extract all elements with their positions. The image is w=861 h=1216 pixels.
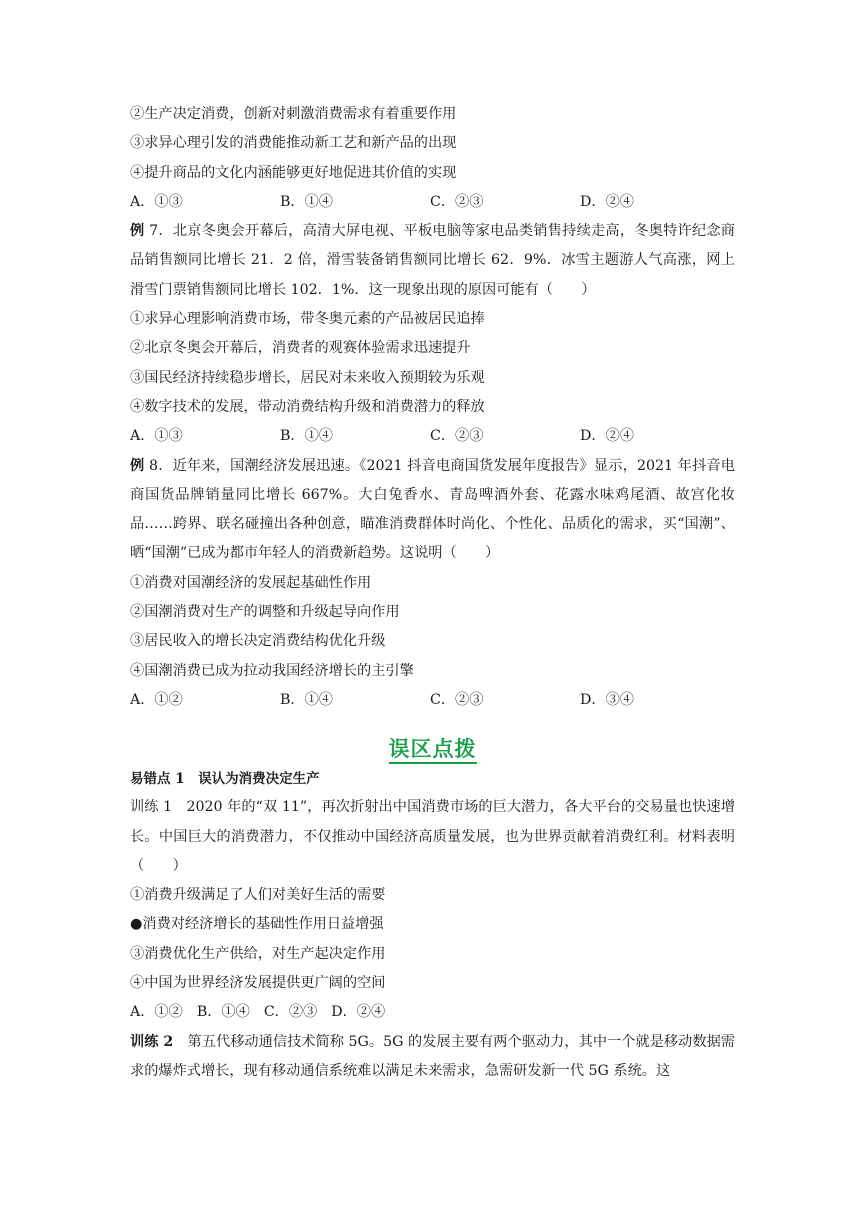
q8-option-2: ②国潮消费对生产的调整和升级起导向作用: [130, 604, 400, 621]
train1-option-4: ④中国为世界经济发展提供更广阔的空间: [130, 975, 386, 992]
choice-d: D．②④: [580, 193, 634, 210]
train1-label: 训练 1: [130, 799, 173, 816]
q6-choices: [130, 188, 735, 217]
train1-text: 2020 年的“双 11”，再次折射出中国消费市场的巨大潜力，各大平台的交易量也快速增长。中国巨大的消费潜力，不仅推动中国经济高质量发展，也为世界贡献着消费红利。材料表明（ ）: [130, 799, 735, 874]
error-point-1: [130, 765, 735, 793]
q7-option-3: ③国民经济持续稳步增长，居民对未来收入预期较为乐观: [130, 369, 485, 386]
q8-option-1: ①消费对国潮经济的发展起基础性作用: [130, 574, 372, 591]
error-point-text: 误认为消费决定生产: [184, 771, 320, 788]
q8-choices: [130, 686, 735, 715]
q7-label: 例: [130, 223, 145, 240]
choice-b: B．①④: [196, 1004, 250, 1021]
q6-option-3: ③求异心理引发的消费能推动新工艺和新产品的出现: [130, 135, 457, 152]
q7-option-1: ①求异心理影响消费市场，带冬奥元素的产品被居民追捧: [130, 311, 485, 328]
q7-option-2: ②北京冬奥会开幕后，消费者的观赛体验需求迅速提升: [130, 340, 471, 357]
q7-option-4: ④数字技术的发展，带动消费结构升级和消费潜力的释放: [130, 398, 485, 415]
train2-text: 第五代移动通信技术简称 5G。5G 的发展主要有两个驱动力，其中一个就是移动数据需求的爆炸式增长，现有移动通信系统难以满足未来需求，急需研发新一代 5G 系统。这: [130, 1033, 735, 1079]
choice-c: C．②③: [430, 193, 484, 210]
train1-option-3: ③消费优化生产供给，对生产起决定作用: [130, 945, 386, 962]
choice-a: A．①②: [130, 691, 183, 708]
choice-b: B．①④: [280, 193, 333, 210]
train1-option-2: ●消费对经济增长的基础性作用日益增强: [130, 916, 384, 933]
choice-d: D．②④: [580, 428, 634, 445]
document-page: [130, 100, 735, 1086]
train2-stem: [130, 1028, 735, 1087]
choice-c: C．②③: [263, 1004, 318, 1021]
q8-stem: [130, 452, 735, 569]
choice-b: B．①④: [280, 691, 333, 708]
choice-d: D．③④: [580, 691, 634, 708]
q7-text: 7．北京冬奥会开幕后，高清大屏电视、平板电脑等家电品类销售持续走高，冬奥特许纪念商品销售额同比增长 21．2 倍，滑雪装备销售额同比增长 62．9%．冰雪主题游人气高涨，网上滑雪门票销售额同比增长 102．1%．这一现象出现的原因可能有（ ）: [130, 223, 735, 298]
q8-label: 例: [130, 457, 145, 474]
q6-option-4: ④提升商品的文化内涵能够更好地促进其价值的实现: [130, 164, 457, 181]
q7-stem: [130, 217, 735, 305]
q8-option-3: ③居民收入的增长决定消费结构优化升级: [130, 633, 386, 650]
q8-text: 8．近年来，国潮经济发展迅速。《2021 抖音电商国货发展年度报告》显示，2021 年抖音电商国货品牌销量同比增长 667%。大白兔香水、青岛啤酒外套、花露水味鸡尾酒、故宫化妆品……跨界、联名碰撞出各种创意，瞄准消费群体时尚化、个性化、品质化的需求，买“国潮”、晒“国潮”已成为都市年轻人的消费新趋势。这说明（ ）: [130, 457, 735, 562]
error-point-label: 易错点 1: [130, 771, 185, 788]
section-heading: [130, 733, 735, 763]
choice-c: C．②③: [430, 428, 484, 445]
train1-choices: [130, 998, 735, 1027]
choice-a: A．①②: [130, 1004, 183, 1021]
train1-option-1: ①消费升级满足了人们对美好生活的需要: [130, 887, 386, 904]
choice-b: B．①④: [280, 428, 333, 445]
train1-stem: [130, 793, 735, 881]
choice-c: C．②③: [430, 691, 484, 708]
section-title: 误区点拨: [389, 737, 477, 764]
train2-label: 训练 2: [130, 1033, 174, 1050]
choice-a: A．①③: [130, 193, 183, 210]
q6-option-2: ②生产决定消费，创新对刺激消费需求有着重要作用: [130, 106, 457, 122]
q7-choices: [130, 422, 735, 451]
choice-d: D．②④: [331, 1004, 386, 1021]
choice-a: A．①③: [130, 428, 183, 445]
q8-option-4: ④国潮消费已成为拉动我国经济增长的主引擎: [130, 662, 414, 679]
